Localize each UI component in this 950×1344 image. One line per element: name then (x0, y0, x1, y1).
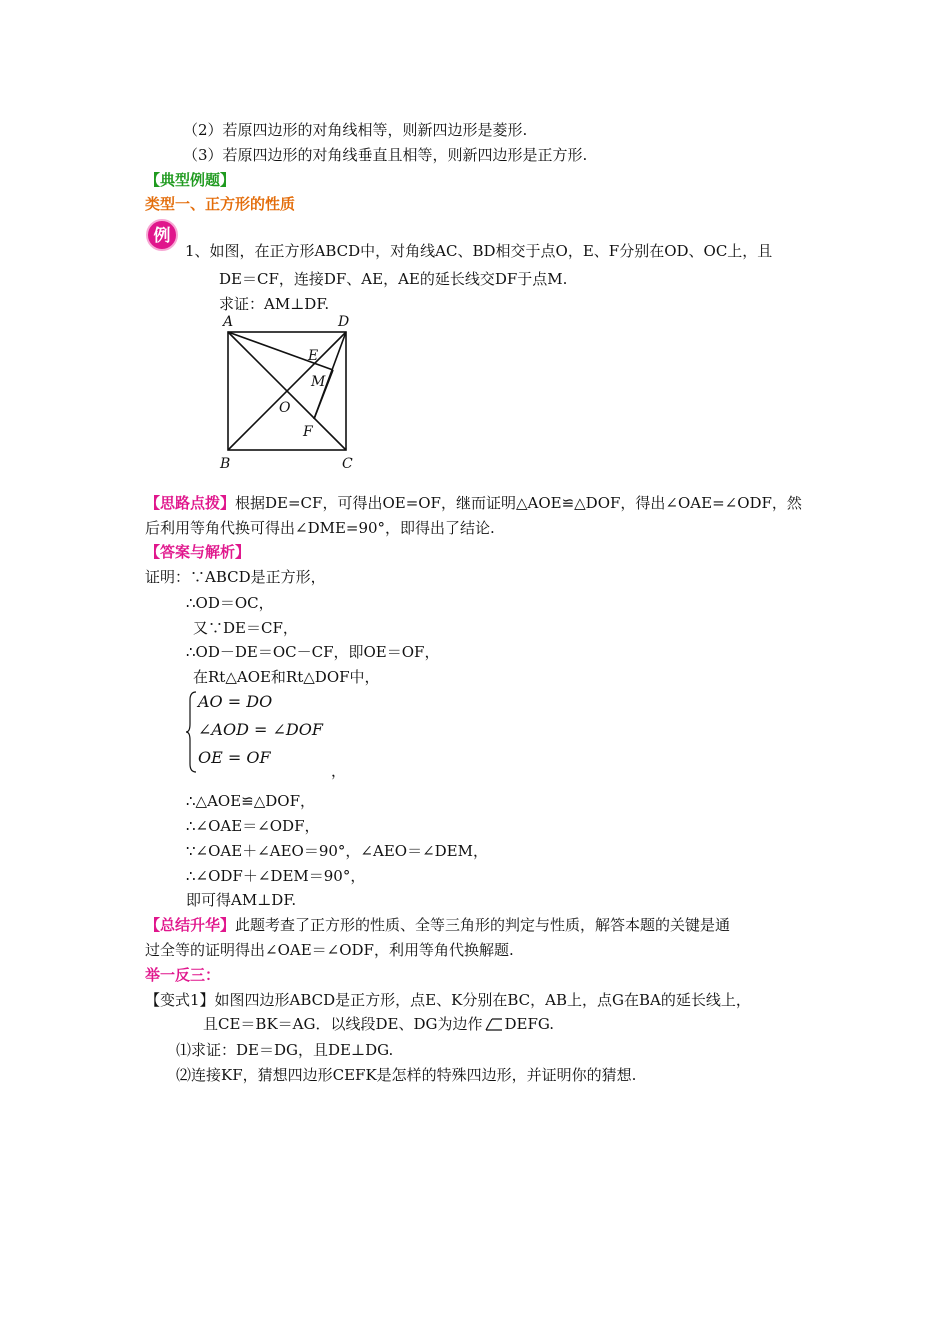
proof-line-2: ∴OD＝OC， (186, 594, 274, 612)
proof-line-6: ∴△AOE≌△DOF， (186, 792, 315, 810)
typical-examples-heading: 【典型例题】 (145, 171, 236, 189)
summary-line-1 (145, 915, 730, 935)
proof-line-8: ∵∠OAE＋∠AEO＝90°，∠AEO＝∠DEM， (186, 842, 488, 860)
system-eq-1: AO = DO (198, 692, 273, 711)
left-brace-icon (186, 690, 198, 774)
question-1: ⑴求证：DE＝DG，且DE⊥DG. (176, 1041, 394, 1059)
intro-line-2: （2）若原四边形的对角线相等，则新四边形是菱形. (183, 121, 528, 139)
proof-line-1: 证明：∵ABCD是正方形， (145, 568, 326, 586)
variant-text-1: 如图四边形ABCD是正方形，点E、K分别在BC，AB上，点G在BA的延长线上， (214, 991, 751, 1009)
system-eq-2: ∠AOD = ∠DOF (198, 720, 323, 739)
intro-line-3: （3）若原四边形的对角线垂直且相等，则新四边形是正方形. (183, 146, 588, 164)
variant-line-1 (145, 990, 751, 1010)
answer-label: 【答案与解析】 (145, 543, 251, 561)
summary-label: 【总结升华】 (145, 916, 236, 934)
label-A: A (223, 314, 234, 330)
label-D: D (338, 314, 350, 330)
variant-text-2b: DEFG. (504, 1015, 555, 1033)
proof-line-7: ∴∠OAE＝∠ODF， (186, 817, 320, 835)
variant-label: 【变式1】 (145, 991, 215, 1009)
parallelogram-icon (482, 1018, 504, 1032)
proof-line-3: 又∵DE＝CF， (193, 619, 298, 637)
label-C: C (342, 456, 353, 472)
proof-line-5: 在Rt△AOE和Rt△DOF中， (193, 668, 380, 686)
question-2: ⑵连接KF，猜想四边形CEFK是怎样的特殊四边形，并证明你的猜想. (176, 1066, 637, 1084)
system-trailing-comma: ， (331, 762, 347, 780)
summary-line-2: 过全等的证明得出∠OAE＝∠ODF，利用等角代换解题. (145, 941, 514, 959)
example-badge-icon (145, 218, 179, 252)
hint-label: 【思路点拨】 (145, 494, 236, 512)
label-M: M (311, 374, 326, 390)
example-line-2: DE＝CF，连接DF、AE，AE的延长线交DF于点M. (219, 270, 568, 288)
square-diagram (215, 312, 365, 474)
proof-line-10: 即可得AM⊥DF. (186, 891, 297, 909)
hint-line-1 (145, 493, 802, 513)
summary-text-1: 此题考查了正方形的性质、全等三角形的判定与性质，解答本题的关键是通 (235, 916, 731, 934)
example-badge-text: 例 (153, 226, 171, 246)
proof-line-4: ∴OD－DE＝OC－CF，即OE＝OF， (186, 643, 440, 661)
label-B: B (220, 456, 231, 472)
example-prove: 求证：AM⊥DF. (219, 295, 330, 313)
example-line-1: 1、如图，在正方形ABCD中，对角线AC、BD相交于点O，E、F分别在OD、OC上，且 (185, 242, 773, 260)
hint-text-1: 根据DE=CF，可得出OE=OF，继而证明△AOE≌△DOF，得出∠OAE=∠ODF，然 (235, 494, 802, 512)
variant-text-2a: 且CE＝BK＝AG．以线段DE、DG为边作 (203, 1015, 483, 1033)
system-eq-3: OE = OF (198, 748, 271, 767)
label-O: O (279, 400, 291, 416)
type-one-title: 类型一、正方形的性质 (145, 195, 296, 213)
label-F: F (303, 424, 313, 440)
proof-line-9: ∴∠ODF＋∠DEM＝90°， (186, 867, 366, 885)
variant-line-2 (203, 1014, 554, 1034)
label-E: E (308, 348, 319, 364)
practice-label: 举一反三： (145, 966, 221, 984)
hint-line-2: 后利用等角代换可得出∠DME=90°，即得出了结论. (145, 519, 495, 537)
